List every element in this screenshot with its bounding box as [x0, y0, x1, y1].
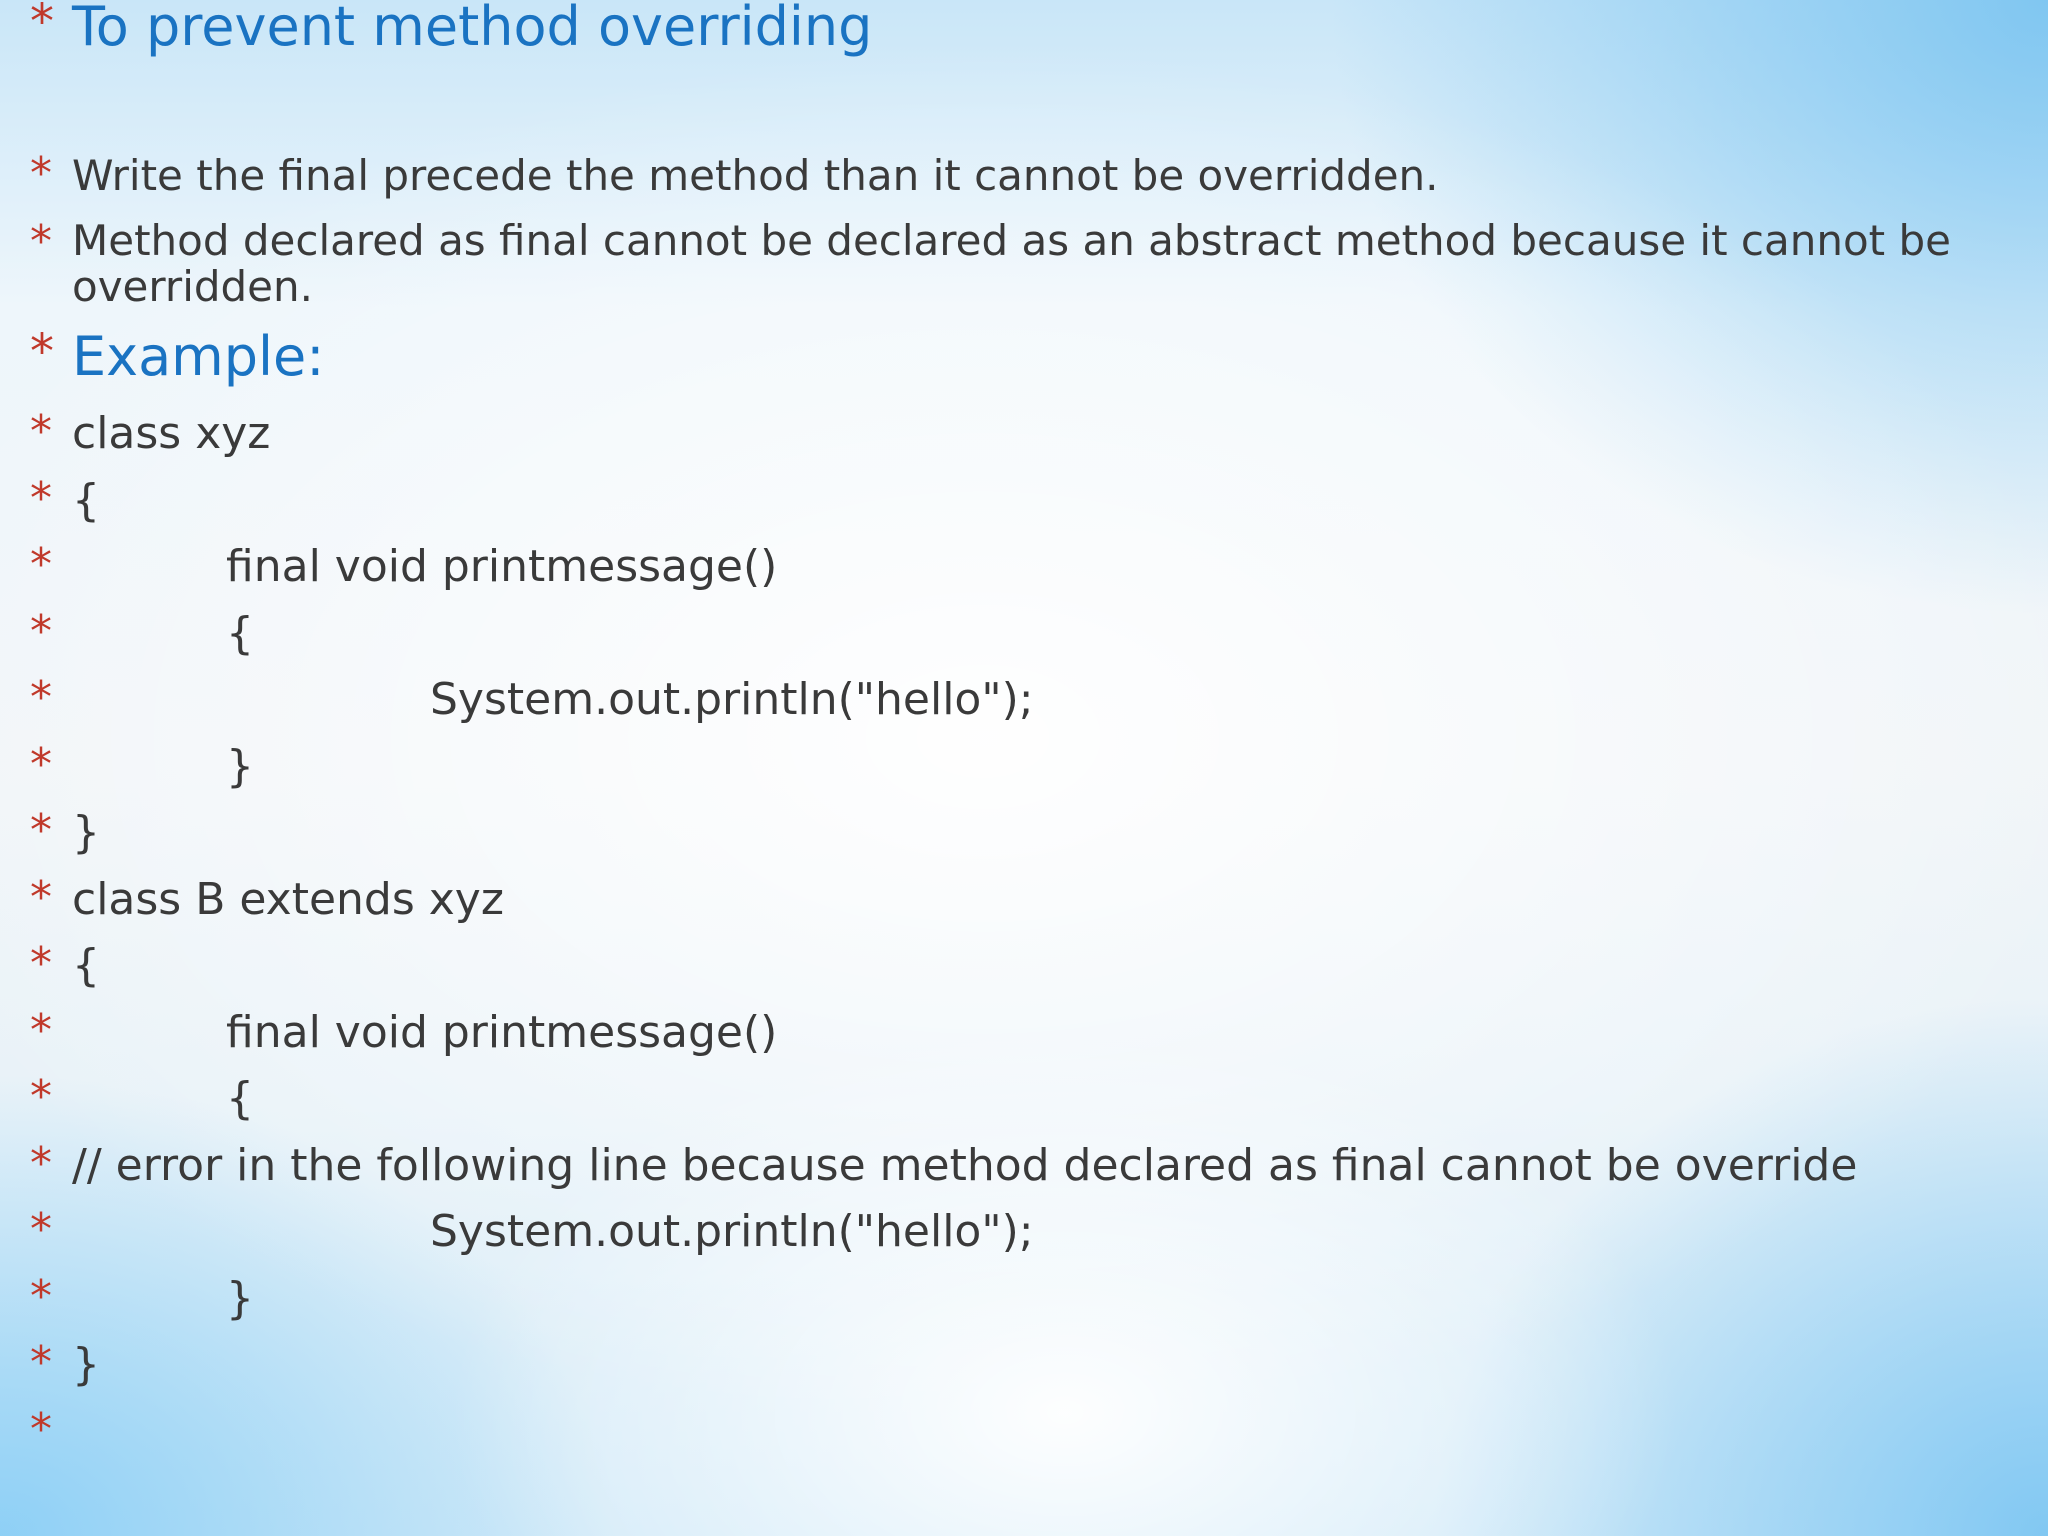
bullet-star-icon: * [30, 406, 52, 457]
bullet-star-icon: * [30, 1404, 52, 1455]
bullet-star-icon: * [30, 1337, 52, 1388]
bullet-text: Method declared as final cannot be declared as an abstract method because it cannot be overridden. [72, 216, 1951, 311]
code-text: } [226, 1273, 254, 1324]
code-text: final void printmessage() [226, 1007, 778, 1058]
code-text: { [72, 475, 100, 526]
bullet-star-icon: * [30, 539, 52, 590]
bullet-star-icon: * [30, 872, 52, 923]
bullet-star-icon: * [30, 672, 52, 723]
heading-text: To prevent method overriding [72, 0, 873, 58]
bullet-star-icon: * [30, 148, 52, 199]
code-text: { [226, 608, 254, 659]
code-text: class B extends xyz [72, 874, 504, 925]
bullet-star-icon: * [30, 216, 52, 267]
bullet-star-icon: * [30, 739, 52, 790]
code-text: System.out.println("hello"); [430, 1206, 1034, 1257]
code-text: } [72, 807, 100, 858]
bullet-star-icon: * [30, 473, 52, 524]
heading-text: Example: [72, 325, 325, 388]
code-text: { [226, 1073, 254, 1124]
bullet-star-icon: * [30, 805, 52, 856]
code-text: } [72, 1339, 100, 1390]
bullet-star-icon: * [30, 606, 52, 657]
bullet-star-icon: * [30, 1271, 52, 1322]
bullet-star-icon: * [30, 0, 54, 50]
code-text: class xyz [72, 408, 271, 459]
code-text: System.out.println("hello"); [430, 674, 1034, 725]
bullet-star-icon: * [30, 1138, 52, 1189]
bullet-text: Write the final precede the method than it cannot be overridden. [72, 151, 1439, 200]
code-text: } [226, 741, 254, 792]
bullet-star-icon: * [30, 324, 54, 380]
code-text: // error in the following line because method declared as final cannot be override [72, 1140, 1858, 1191]
bullet-star-icon: * [30, 1071, 52, 1122]
code-text: { [72, 940, 100, 991]
bullet-star-icon: * [30, 1204, 52, 1255]
bullet-star-icon: * [30, 1005, 52, 1056]
bullet-star-icon: * [30, 938, 52, 989]
code-text: final void printmessage() [226, 541, 778, 592]
